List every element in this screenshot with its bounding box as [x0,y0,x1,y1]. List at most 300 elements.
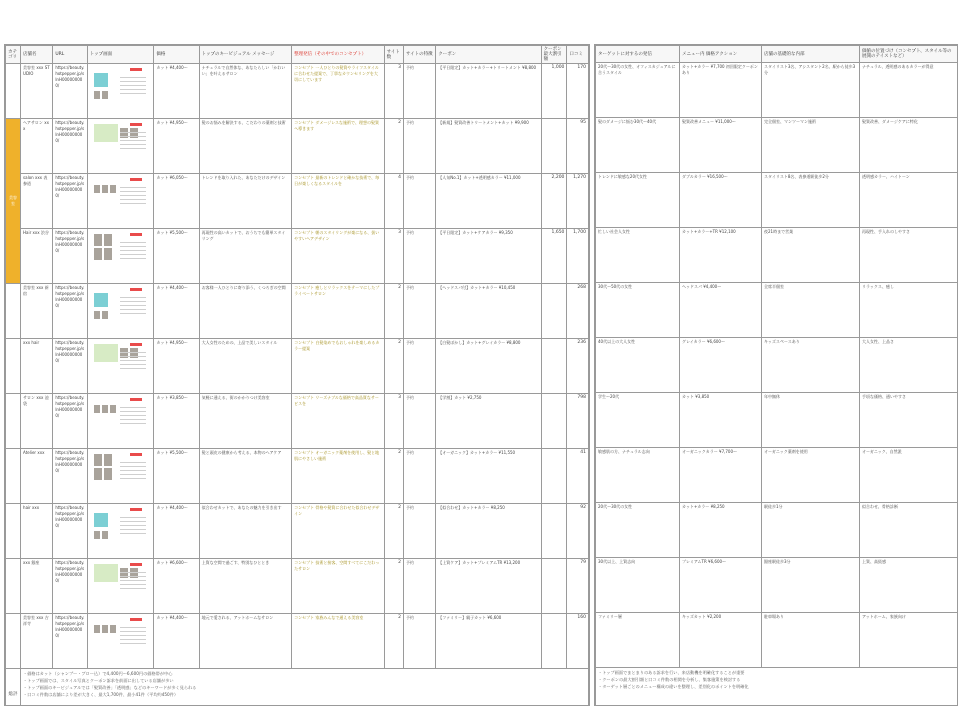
thumbnail-text-line [120,313,146,314]
url-link[interactable]: https://beauty.hotpepper.jp/slnH000000000/ [53,449,87,504]
table-row [6,174,589,229]
thumbnail-text-line [120,203,146,204]
value-position-cell: ナチュラル、透明感のあるカラーが得意 [860,63,958,118]
coupon-cell: 【オーガニック】カット+カラー ¥11,550 [436,449,541,504]
value-position-cell: 大人女性、上品さ [860,338,958,393]
header-coupon-max-discount: クーポン 最大割引額 [541,46,567,64]
thumbnail-text-line [120,242,146,243]
thumbnail-text-line [120,301,146,302]
category-column [6,559,21,614]
thumbnail-shape [130,398,142,401]
thumbnail-text-line [120,572,146,573]
coupon-max-discount-cell [541,614,567,669]
category-column [6,614,21,669]
thumbnail-text-line [120,246,146,247]
thumbnail-text-line [120,529,146,530]
header-site-count: サイト数 [384,46,403,64]
comparison-table [5,45,589,706]
url-link[interactable]: https://beauty.hotpepper.jp/slnH000000000/ [53,64,87,119]
right-footer-line: ・クーポンの最大割引額と口コミ件数の相関を分析し、集客施策を検討する [598,677,741,682]
coupon-max-discount-cell [541,284,567,339]
analysis-row [596,503,958,558]
thumbnail-text-line [120,521,146,522]
thumbnail-shape [130,178,142,181]
table-row [6,119,589,174]
header-store-basics: 店舗の基礎的な内部 [762,46,860,63]
thumbnail-text-line [120,368,146,369]
thumbnail-text-line [120,258,146,259]
thumbnail-shape [102,185,108,193]
top-screen-cell [87,394,154,449]
top-screen-thumbnail [90,175,152,223]
key-visual-message-cell: 気軽に通える、街のかかりつけ美容室 [199,394,292,449]
price-cell: カット ¥4,950〜 [154,119,199,174]
top-screen-thumbnail [90,450,152,498]
menu-price-action-cell: カット+カラー+TR ¥12,100 [680,228,762,283]
coupon-max-discount-cell [541,394,567,449]
analysis-row [596,558,958,613]
value-position-cell: 髪質改善、ダメージケアに特化 [860,118,958,173]
menu-price-action-cell: カット+カラー ¥7,700 初回限定クーポンあり [680,63,762,118]
footer-line: ・トップ画面では、スタイル写真とクーポン訴求を前面に出している店舗が多い [23,678,174,683]
top-screen-cell [87,119,154,174]
thumbnail-text-line [120,77,146,78]
concept-cell: コンセプト 朝のスタイリングが楽になる、扱いやすいヘアデザイン [292,229,385,284]
thumbnail-text-line [120,576,146,577]
thumbnail-text-line [120,466,146,467]
site-feature-cell: 予約 [403,339,435,394]
coupon-cell: 【ヘッドスパ付】カット+カラー ¥10,450 [436,284,541,339]
store-basics-cell: オーガニック薬剤を使用 [762,448,860,503]
target-message-cell: ファミリー層 [596,613,680,668]
thumbnail-text-line [120,356,146,357]
store-name-cell: サロン xxx 池袋 [21,394,53,449]
url-link[interactable]: https://beauty.hotpepper.jp/slnH000000000/ [53,119,87,174]
thumbnail-text-line [120,199,146,200]
right-header-row [596,46,958,63]
thumbnail-shape [94,344,118,362]
top-screen-thumbnail [90,285,152,333]
value-position-cell: 透明感カラー、ハイトーン [860,173,958,228]
table-row [6,614,589,669]
header-key-visual-message: トップのキービジュアル メッセージ [199,46,292,64]
target-message-cell: 40代以上の大人女性 [596,338,680,393]
store-name-cell: ヘアサロン xxx [21,119,53,174]
top-screen-cell [87,504,154,559]
store-basics-cell: 年中無休 [762,393,860,448]
value-position-cell: リラックス、癒し [860,283,958,338]
url-link[interactable]: https://beauty.hotpepper.jp/slnH000000000/ [53,559,87,614]
thumbnail-shape [94,311,100,319]
store-name-cell: hair xxx [21,504,53,559]
coupon-max-discount-cell [541,504,567,559]
analysis-row [596,613,958,668]
header-site-feature: サイトの特徴 [403,46,435,64]
site-feature-cell: 予約 [403,284,435,339]
thumbnail-text-line [120,533,146,534]
store-name-cell: Atelier xxx [21,449,53,504]
coupon-max-discount-cell [541,559,567,614]
thumbnail-text-line [120,140,146,141]
thumbnail-text-line [120,144,146,145]
reviews-cell: 798 [567,394,589,449]
store-name-cell: xxx 銀座 [21,559,53,614]
thumbnail-shape [130,343,142,346]
thumbnail-text-line [120,423,146,424]
site-feature-cell: 予約 [403,394,435,449]
target-message-cell: 30代以上、上質志向 [596,558,680,613]
top-screen-cell [87,64,154,119]
coupon-cell: 【似合わせ】カット+カラー ¥8,250 [436,504,541,559]
category-column [6,504,21,559]
reviews-cell: 268 [567,284,589,339]
coupon-max-discount-cell: 1,650 [541,229,567,284]
store-name-cell: salon xxx 表参道 [21,174,53,229]
coupon-max-discount-cell [541,339,567,394]
store-basics-cell: キッズスペースあり [762,338,860,393]
header-row [6,46,589,64]
url-link[interactable]: https://beauty.hotpepper.jp/slnH000000000/ [53,614,87,669]
analysis-row [596,338,958,393]
header-reviews: 口コミ [567,46,589,64]
target-message-cell: 敏感肌の方、ナチュラル志向 [596,448,680,503]
top-screen-thumbnail [90,120,152,168]
thumbnail-shape [94,234,102,246]
header-value-position: 価値の位置づけ（コンセプト、スタイル等の展開のテイストなど） [860,46,958,63]
thumbnail-text-line [120,85,146,86]
analysis-row [596,228,958,283]
key-visual-message-cell: 髪と頭皮の健康から考える、本物のヘアケア [199,449,292,504]
thumbnail-text-line [120,631,146,632]
menu-price-action-cell: キッズカット ¥2,200 [680,613,762,668]
thumbnail-text-line [120,627,146,628]
top-screen-thumbnail [90,615,152,663]
thumbnail-text-line [120,305,146,306]
thumbnail-text-line [120,478,146,479]
header-category: カテゴリ [6,46,21,64]
thumbnail-shape [130,68,142,71]
category-cell: 美容室 [6,119,21,284]
analysis-table [595,45,958,706]
target-message-cell: 髪のダメージに悩む30代〜40代 [596,118,680,173]
menu-price-action-cell: グレイカラー ¥6,600〜 [680,338,762,393]
thumbnail-shape [94,248,102,260]
thumbnail-text-line [120,187,146,188]
analysis-row [596,283,958,338]
category-column [6,64,21,119]
top-screen-thumbnail [90,395,152,443]
analysis-row [596,448,958,503]
url-link[interactable]: https://beauty.hotpepper.jp/slnH000000000/ [53,339,87,394]
footer-line: ・価格はカット（シャンプー・ブロー込）で4,400円〜6,600円の価格帯が中心 [23,671,173,676]
thumbnail-shape [102,531,108,539]
thumbnail-shape [94,91,100,99]
thumbnail-shape [102,91,108,99]
site-feature-cell: 予約 [403,64,435,119]
coupon-cell: 【学割】カット ¥2,750 [436,394,541,449]
price-cell: カット ¥5,500〜 [154,229,199,284]
top-screen-thumbnail [90,505,152,553]
thumbnail-text-line [120,148,146,149]
price-cell: カット ¥4,950〜 [154,339,199,394]
category-column [6,284,21,339]
footer-line: ・トップ画面のキービジュアルでは「髪質改善」「透明感」などのキーワードが多く見られる [23,685,197,690]
store-basics-cell: 駅徒歩1分 [762,503,860,558]
target-message-cell: 学生〜20代 [596,393,680,448]
thumbnail-shape [102,405,108,413]
site-feature-cell: 予約 [403,119,435,174]
thumbnail-text-line [120,462,146,463]
store-name-cell: 美容室 xxx 吉祥寺 [21,614,53,669]
store-name-cell: 美容室 xxx STUDIO [21,64,53,119]
concept-cell: コンセプト 癒しとリラックスをテーマにしたプライベートサロン [292,284,385,339]
coupon-cell: 【ファミリー】親子カット ¥6,600 [436,614,541,669]
right-footer-summary [596,668,958,707]
top-screen-thumbnail [90,560,152,608]
thumbnail-text-line [120,411,146,412]
menu-price-action-cell: カット+カラー ¥8,250 [680,503,762,558]
footer-summary [21,669,589,707]
concept-cell: コンセプト 骨格や髪質に合わせた似合わせデザイン [292,504,385,559]
key-visual-message-cell: 似合わせカットで、あなたの魅力を引き出す [199,504,292,559]
coupon-max-discount-cell: 1,000 [541,64,567,119]
target-message-cell: トレンドに敏感な20代女性 [596,173,680,228]
target-message-cell: 忙しい社会人女性 [596,228,680,283]
thumbnail-text-line [120,89,146,90]
target-message-cell: 30代〜50代の女性 [596,283,680,338]
header-coupon: クーポン [436,46,541,64]
reviews-cell: 1,700 [567,229,589,284]
thumbnail-text-line [120,309,146,310]
site-count-cell: 3 [384,394,403,449]
url-link[interactable]: https://beauty.hotpepper.jp/slnH000000000/ [53,284,87,339]
thumbnail-text-line [120,517,146,518]
menu-price-action-cell: ダブルカラー ¥16,500〜 [680,173,762,228]
value-position-cell: 再現性、手入れのしやすさ [860,228,958,283]
site-count-cell: 3 [384,64,403,119]
thumbnail-shape [94,454,102,466]
thumbnail-text-line [120,195,146,196]
thumbnail-shape [104,454,112,466]
thumbnail-shape [102,625,108,633]
concept-cell: コンセプト リーズナブルな価格で高品質なサービスを [292,394,385,449]
store-basics-cell: 全席半個室 [762,283,860,338]
thumbnail-text-line [120,360,146,361]
concept-cell: コンセプト 技術と接客、空間すべてにこだわったサロン [292,559,385,614]
price-cell: カット ¥6,600〜 [154,559,199,614]
price-cell: カット ¥6,050〜 [154,174,199,229]
key-visual-message-cell: トレンドを取り入れた、あなただけのデザイン [199,174,292,229]
category-column [6,339,21,394]
thumbnail-text-line [120,525,146,526]
reviews-cell: 170 [567,64,589,119]
top-screen-thumbnail [90,340,152,388]
thumbnail-text-line [120,474,146,475]
table-row [6,229,589,284]
store-basics-cell: スタイリスト3名、アシスタント2名、駅から徒歩3分 [762,63,860,118]
top-screen-thumbnail [90,65,152,113]
coupon-cell: 【上質ケア】カット+プレミアムTR ¥13,200 [436,559,541,614]
concept-cell: コンセプト 一人ひとりの髪質やライフスタイルに合わせた提案で、丁寧なカウンセリングを大切にしています [292,64,385,119]
header-price: 価格 [154,46,199,64]
thumbnail-text-line [120,635,146,636]
analysis-row [596,118,958,173]
footer-row [6,669,589,707]
reviews-cell: 1,270 [567,174,589,229]
url-link[interactable]: https://beauty.hotpepper.jp/slnH000000000/ [53,504,87,559]
menu-price-action-cell: ヘッドスパ ¥4,400〜 [680,283,762,338]
thumbnail-shape [130,453,142,456]
thumbnail-text-line [120,297,146,298]
reviews-cell: 236 [567,339,589,394]
menu-price-action-cell: 髪質改善メニュー ¥11,000〜 [680,118,762,173]
site-feature-cell: 予約 [403,449,435,504]
table-row [6,504,589,559]
coupon-cell: 【人気No.1】カット+透明感カラー ¥11,000 [436,174,541,229]
store-basics-cell: 銀座駅徒歩3分 [762,558,860,613]
thumbnail-text-line [120,191,146,192]
thumbnail-shape [94,513,108,527]
header-concept: 整理発信（その中でのコンセプト） [292,46,385,64]
thumbnail-shape [110,405,116,413]
url-link[interactable]: https://beauty.hotpepper.jp/slnH000000000/ [53,394,87,449]
site-count-cell: 2 [384,284,403,339]
price-cell: カット ¥4,400〜 [154,64,199,119]
coupon-max-discount-cell: 2,200 [541,174,567,229]
url-link[interactable]: https://beauty.hotpepper.jp/slnH000000000/ [53,229,87,284]
table-row [6,394,589,449]
main-comparison-sheet [4,44,590,706]
value-position-cell: アットホーム、家族向け [860,613,958,668]
key-visual-message-cell: お客様一人ひとりに寄り添う、くつろぎの空間 [199,284,292,339]
thumbnail-text-line [120,81,146,82]
site-count-cell: 2 [384,339,403,394]
header-menu-price-action: メニュー内 価格アクション [680,46,762,63]
thumbnail-shape [110,185,116,193]
price-cell: カット ¥3,850〜 [154,394,199,449]
key-visual-message-cell: 髪のお悩みを解決する、こだわりの薬剤と技術 [199,119,292,174]
store-name-cell: xxx hair [21,339,53,394]
key-visual-message-cell: 再現性の高いカットで、おうちでも簡単スタイリング [199,229,292,284]
reviews-cell: 95 [567,119,589,174]
thumbnail-text-line [120,136,146,137]
table-row [6,449,589,504]
thumbnail-text-line [120,470,146,471]
site-feature-cell: 予約 [403,504,435,559]
key-visual-message-cell: 地元で愛される、アットホームなサロン [199,614,292,669]
store-name-cell: 美容室 xxx 新宿 [21,284,53,339]
top-screen-cell [87,559,154,614]
thumbnail-text-line [120,250,146,251]
thumbnail-text-line [120,93,146,94]
value-position-cell: 上質、高級感 [860,558,958,613]
thumbnail-shape [130,233,142,236]
top-screen-cell [87,174,154,229]
value-position-cell: 手頃な価格、通いやすさ [860,393,958,448]
concept-cell: コンセプト オーガニック薬剤を使用し、髪と地肌にやさしい施術 [292,449,385,504]
table-row [6,284,589,339]
header-url: URL [53,46,87,64]
thumbnail-shape [104,248,112,260]
top-screen-cell [87,229,154,284]
thumbnail-text-line [120,415,146,416]
reviews-cell: 92 [567,504,589,559]
analysis-sheet [594,44,958,706]
thumbnail-shape [130,508,142,511]
coupon-cell: 【平日限定】カット+カラー+トリートメント ¥8,800 [436,64,541,119]
coupon-cell: 【新規】髪質改善トリートメント+カット ¥9,900 [436,119,541,174]
url-link[interactable]: https://beauty.hotpepper.jp/slnH000000000/ [53,174,87,229]
site-count-cell: 2 [384,119,403,174]
thumbnail-text-line [120,407,146,408]
category-column [6,449,21,504]
coupon-cell: 【平日限定】カット+ケアカラー ¥9,350 [436,229,541,284]
price-cell: カット ¥4,400〜 [154,614,199,669]
analysis-row [596,63,958,118]
top-screen-cell [87,284,154,339]
right-footer-row [596,668,958,707]
menu-price-action-cell: オーガニックカラー ¥7,700〜 [680,448,762,503]
category-column [6,394,21,449]
thumbnail-shape [94,531,100,539]
thumbnail-text-line [120,132,146,133]
footer-line: ・口コミ件数は店舗により差が大きく、最大1,700件、最小41件（平均約450件） [23,692,179,697]
thumbnail-text-line [120,352,146,353]
thumbnail-shape [130,123,142,126]
thumbnail-shape [104,468,112,480]
site-count-cell: 3 [384,229,403,284]
store-basics-cell: 夜21時まで営業 [762,228,860,283]
store-name-cell: Hair xxx 渋谷 [21,229,53,284]
thumbnail-shape [94,124,118,142]
thumbnail-shape [94,73,108,87]
top-screen-thumbnail [90,230,152,278]
store-basics-cell: スタイリスト8名、表参道駅徒歩2分 [762,173,860,228]
top-screen-cell [87,339,154,394]
site-feature-cell: 予約 [403,614,435,669]
thumbnail-text-line [120,254,146,255]
store-basics-cell: 完全個室、マンツーマン施術 [762,118,860,173]
concept-cell: コンセプト 白髪染めでもおしゃれを楽しめるカラー提案 [292,339,385,394]
target-message-cell: 20代〜30代の女性 [596,503,680,558]
menu-price-action-cell: カット ¥3,850 [680,393,762,448]
store-basics-cell: 駐車場あり [762,613,860,668]
thumbnail-text-line [120,584,146,585]
top-screen-cell [87,449,154,504]
thumbnail-text-line [120,364,146,365]
coupon-max-discount-cell [541,119,567,174]
table-row [6,64,589,119]
concept-cell: コンセプト ダメージレスな施術で、理想の髪質へ導きます [292,119,385,174]
table-row [6,339,589,394]
thumbnail-shape [94,185,100,193]
menu-price-action-cell: プレミアムTR ¥6,600〜 [680,558,762,613]
right-footer-line: ・ターゲット層ごとのメニュー構成の違いを整理し、差別化のポイントを明確化 [598,684,749,689]
site-count-cell: 2 [384,504,403,559]
thumbnail-text-line [120,639,146,640]
header-top-screen: トップ画面 [87,46,154,64]
value-position-cell: 似合わせ、骨格診断 [860,503,958,558]
concept-cell: コンセプト 家族みんなで通える美容室 [292,614,385,669]
thumbnail-shape [130,563,142,566]
coupon-cell: 【白髪ぼかし】カット+グレイカラー ¥8,800 [436,339,541,394]
header-store-name: 店舗名 [21,46,53,64]
thumbnail-shape [94,468,102,480]
thumbnail-shape [104,234,112,246]
key-visual-message-cell: 大人女性のための、上品で美しいスタイル [199,339,292,394]
top-screen-cell [87,614,154,669]
key-visual-message-cell: 上質な空間で過ごす、特別なひととき [199,559,292,614]
